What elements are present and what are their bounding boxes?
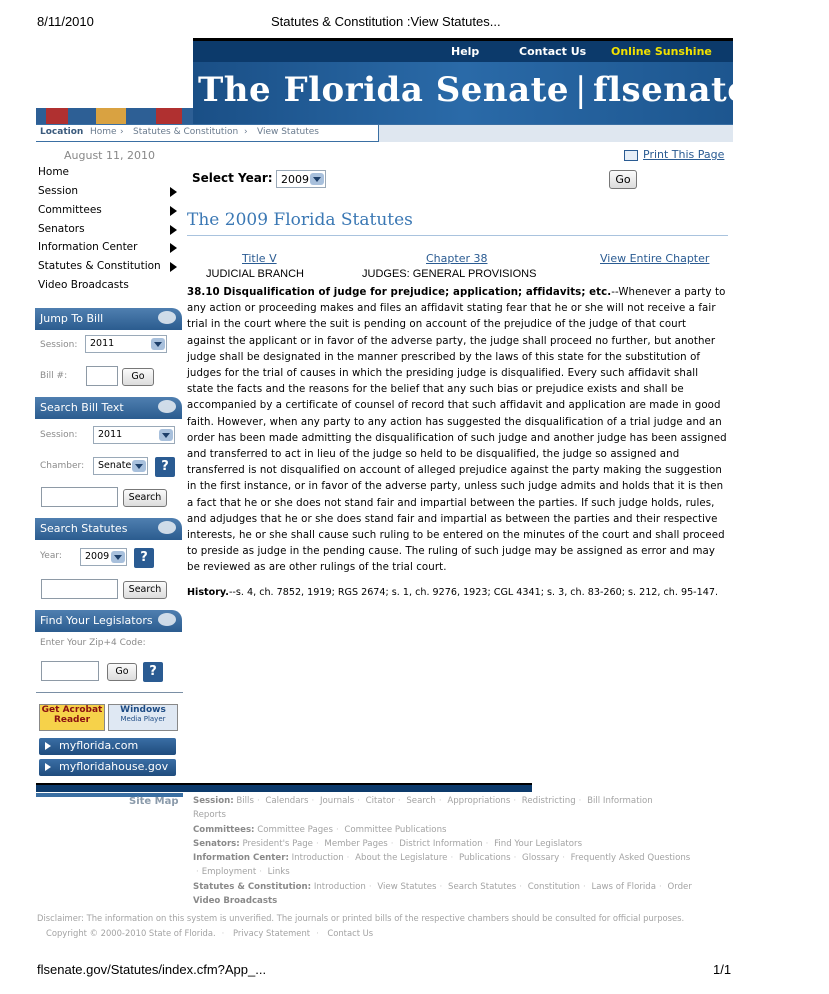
select-year-go-button[interactable]: Go bbox=[609, 170, 637, 189]
print-this-page-link[interactable]: Print This Page bbox=[643, 148, 725, 161]
search-bill-session-select[interactable]: 2011 bbox=[93, 426, 175, 444]
breadcrumb-view-statutes: View Statutes bbox=[257, 127, 319, 137]
footer-link[interactable]: Redistricting bbox=[521, 796, 576, 806]
disclaimer-text: Disclaimer: The information on this system is unverified. The journals or printed bills of the respective chambers should be consulted for official purposes. bbox=[37, 913, 685, 923]
jump-session-label: Session: bbox=[40, 340, 78, 350]
title-name: JUDICIAL BRANCH bbox=[206, 268, 304, 280]
statutes-year-select[interactable]: 2009 bbox=[80, 548, 127, 566]
chevron-down-icon bbox=[159, 429, 173, 441]
chamber-label: Chamber: bbox=[40, 461, 85, 471]
jump-to-bill-header: Jump To Bill bbox=[35, 308, 182, 330]
footer-video-link bbox=[193, 896, 277, 906]
printer-icon bbox=[624, 150, 638, 161]
sidebar-item-senators[interactable]: Senators bbox=[38, 223, 85, 235]
footer-link[interactable]: View Statutes bbox=[377, 882, 437, 892]
bill-number-label: Bill #: bbox=[40, 371, 68, 381]
sidebar-item-home[interactable]: Home bbox=[38, 166, 70, 178]
chapter-38-link[interactable]: Chapter 38 bbox=[426, 252, 488, 265]
privacy-statement-link[interactable]: Privacy Statement bbox=[233, 928, 311, 938]
footer-link[interactable]: Video Broadcasts bbox=[193, 896, 278, 906]
contact-us-link[interactable]: Contact Us bbox=[519, 45, 587, 58]
footer-link[interactable]: President's Page bbox=[242, 839, 313, 849]
history-text: --s. 4, ch. 7852, 1919; RGS 2674; s. 1, ch. 9276, 1923; CGL 4341; s. 3, ch. 83-260; s. 212, ch. 95-147. bbox=[228, 587, 718, 598]
help-link[interactable]: Help bbox=[451, 45, 480, 58]
footer-link[interactable]: Search Statutes bbox=[447, 882, 517, 892]
find-legislators-header: Find Your Legislators bbox=[35, 610, 182, 632]
footer-link[interactable]: Find Your Legislators bbox=[494, 839, 583, 849]
magnifier-icon bbox=[158, 311, 176, 324]
chevron-right-icon bbox=[170, 225, 177, 235]
footer-link[interactable]: Constitution bbox=[527, 882, 580, 892]
search-statutes-help-button[interactable]: ? bbox=[134, 548, 154, 568]
banner-title: The Florida Senate | flsenate.gov bbox=[198, 70, 829, 110]
site-map-label: Site Map bbox=[129, 796, 179, 807]
sidebar-item-committees[interactable]: Committees bbox=[38, 204, 102, 216]
breadcrumb-bar-fill bbox=[379, 124, 733, 142]
section-body: --Whenever a party to any action or proceeding makes and files an affidavit stating fear that he or she will not receive a fair trial in the court where the suit is pending on account of the prejudice of the judge of that court against the applicant or in favor of the adverse party, the judge shall proceed no further, but another judge shall be designated in the manner prescribed by the laws of this state for the substitution of judges for the trial of causes in which the presiding judge is disqualified. Every such affidavit shall state the facts and the reasons for the belief that any such bias or prejudice exists and shall be accompanied by a certificate of counsel of record that such affidavit and application are made in good faith. However, when any party to any action has suggested the disqualification of a trial judge and an order has been made admitting the disqualification of such judge and another judge has been assigned and transferred to act in lieu of the judge so held to be disqualified, the judge so assigned and transferred is not disqualified on account of alleged prejudice against the party making the suggestion in the first instance, or in favor of the adverse party, unless such judge admits and holds that it is then a fact that he or she does not stand fair and impartial between the parties. If such judge holds, rules, and adjudges that he or she does stand fair and impartial as between the parties and their respective interests, he or she shall cause such ruling to be entered on the minutes of the court and shall proceed to preside as judge in the pending cause. The ruling of such judge may be assigned as error and may be reviewed as are other rulings of the trial court. bbox=[187, 287, 727, 574]
footer-link[interactable]: Employment bbox=[201, 867, 257, 877]
footer-link[interactable]: About the Legislature bbox=[355, 853, 448, 863]
title-v-link[interactable]: Title V bbox=[242, 252, 277, 265]
find-legislators-help-button[interactable]: ? bbox=[143, 662, 163, 682]
view-entire-chapter-link[interactable]: View Entire Chapter bbox=[600, 252, 710, 265]
footer-link[interactable]: Appropriations bbox=[447, 796, 511, 806]
search-bill-text-input[interactable] bbox=[41, 487, 118, 507]
chevron-right-icon bbox=[170, 206, 177, 216]
footer-link[interactable]: Search bbox=[406, 796, 436, 806]
footer-committees-links: Committees: Committee Pages · Committee Publications bbox=[193, 825, 447, 835]
sidebar-item-session[interactable]: Session bbox=[38, 185, 79, 197]
breadcrumb-label: Location bbox=[40, 127, 84, 137]
footer-link[interactable]: Reports bbox=[193, 810, 226, 820]
current-date: August 11, 2010 bbox=[64, 149, 155, 162]
top-nav-bar bbox=[193, 38, 733, 62]
sidebar-item-video-broadcasts[interactable]: Video Broadcasts bbox=[38, 279, 129, 291]
windows-media-player-badge[interactable]: Windows Media Player bbox=[108, 704, 178, 731]
print-title: Statutes & Constitution :View Statutes... bbox=[271, 14, 501, 29]
chapter-name: JUDGES: GENERAL PROVISIONS bbox=[362, 268, 537, 280]
chamber-select[interactable]: Senate bbox=[93, 457, 148, 475]
footer-info-links-wrap: · Employment · Links bbox=[196, 867, 290, 877]
footer-link[interactable]: Calendars bbox=[265, 796, 309, 806]
footer-link[interactable]: Order bbox=[667, 882, 692, 892]
sidebar-item-statutes-constitution[interactable]: Statutes & Constitution bbox=[38, 260, 161, 272]
breadcrumb: Location Home › Statutes & Constitution › View Statutes bbox=[36, 124, 379, 142]
footer-senators-links: Senators: President's Page · Member Pages · District Information · Find Your Legislators bbox=[193, 839, 583, 849]
footer-link[interactable]: Bills bbox=[236, 796, 254, 806]
chevron-down-icon bbox=[111, 551, 125, 563]
sidebar-divider bbox=[36, 692, 183, 693]
bill-number-input[interactable] bbox=[86, 366, 118, 386]
footer-link[interactable]: Laws of Florida bbox=[591, 882, 656, 892]
statutes-year-title: The 2009 Florida Statutes bbox=[187, 210, 413, 230]
sidebar-item-information-center[interactable]: Information Center bbox=[38, 241, 138, 253]
magnifier-icon bbox=[158, 521, 176, 534]
zip-code-input[interactable] bbox=[41, 661, 99, 681]
year-select[interactable]: 2009 bbox=[276, 170, 326, 188]
find-legislators-go-button[interactable]: Go bbox=[107, 663, 137, 681]
search-statutes-button[interactable]: Search bbox=[123, 581, 167, 599]
select-year-label: Select Year: bbox=[192, 171, 273, 185]
search-statutes-header: Search Statutes bbox=[35, 518, 182, 540]
copyright-text: Copyright © 2000-2010 State of Florida. bbox=[46, 928, 216, 938]
footer-statutes-links: Statutes & Constitution: Introduction · View Statutes · Search Statutes · Constitution · Laws of Florida · Order bbox=[193, 882, 692, 892]
magnifier-icon bbox=[158, 400, 176, 413]
footer-link[interactable]: Introduction bbox=[291, 853, 344, 863]
footer-link[interactable]: Frequently Asked Questions bbox=[570, 853, 691, 863]
online-sunshine-link[interactable]: Online Sunshine bbox=[611, 45, 712, 58]
print-url: flsenate.gov/Statutes/index.cfm?App_... bbox=[37, 962, 267, 977]
site-banner[interactable] bbox=[193, 62, 829, 124]
chevron-right-icon bbox=[170, 243, 177, 253]
footer-link[interactable]: Introduction bbox=[313, 882, 366, 892]
myfloridahouse-link[interactable]: myfloridahouse.gov bbox=[39, 759, 176, 776]
statutes-year-label: Year: bbox=[40, 551, 62, 561]
chevron-right-icon bbox=[170, 262, 177, 272]
search-bill-text-button[interactable]: Search bbox=[123, 489, 167, 507]
footer-link[interactable]: Links bbox=[267, 867, 290, 877]
title-rule bbox=[187, 235, 728, 236]
footer-session-links-wrap bbox=[193, 810, 226, 820]
copyright-line: Copyright © 2000-2010 State of Florida. · Privacy Statement · Contact Us bbox=[46, 928, 374, 938]
state-seal-image bbox=[36, 108, 193, 124]
footer-link[interactable]: Journals bbox=[320, 796, 355, 806]
footer-link[interactable]: District Information bbox=[399, 839, 483, 849]
myflorida-link[interactable]: myflorida.com bbox=[39, 738, 176, 755]
statute-history bbox=[187, 587, 727, 599]
footer-link[interactable]: Publications bbox=[458, 853, 511, 863]
magnifier-icon bbox=[158, 613, 176, 626]
chevron-down-icon bbox=[151, 338, 165, 350]
breadcrumb-statutes[interactable]: Statutes & Constitution bbox=[133, 127, 239, 137]
footer-link[interactable]: Committee Pages bbox=[257, 825, 333, 835]
search-bill-session-label: Session: bbox=[40, 430, 78, 440]
statute-section bbox=[187, 285, 727, 577]
jump-go-button[interactable]: Go bbox=[122, 368, 154, 386]
footer-rule bbox=[36, 783, 532, 792]
footer-link[interactable]: Member Pages bbox=[324, 839, 388, 849]
breadcrumb-home[interactable]: Home bbox=[90, 127, 117, 137]
chevron-down-icon bbox=[310, 173, 324, 185]
section-heading: 38.10 Disqualification of judge for prejudice; application; affidavits; etc. bbox=[187, 287, 612, 298]
chevron-right-icon bbox=[170, 187, 177, 197]
history-label: History. bbox=[187, 587, 229, 598]
search-statutes-input[interactable] bbox=[41, 579, 118, 599]
print-page-number: 1/1 bbox=[713, 962, 732, 977]
footer-link[interactable]: Glossary bbox=[522, 853, 560, 863]
footer-link[interactable]: Citator bbox=[365, 796, 395, 806]
get-acrobat-reader-badge[interactable]: Get Acrobat Reader bbox=[39, 704, 105, 731]
footer-link[interactable]: Bill Information bbox=[587, 796, 653, 806]
footer-session-links: Session: Bills · Calendars · Journals · Citator · Search · Appropriations · Redistricting · Bill Information bbox=[193, 796, 653, 806]
footer-contact-link[interactable]: Contact Us bbox=[327, 928, 374, 938]
chevron-down-icon bbox=[132, 460, 146, 472]
search-bill-help-button[interactable]: ? bbox=[155, 457, 175, 477]
footer-info-links: Information Center: Introduction · About the Legislature · Publications · Glossary · Frequently Asked Questions bbox=[193, 853, 691, 863]
zip-code-label: Enter Your Zip+4 Code: bbox=[40, 638, 146, 648]
footer-link[interactable]: Committee Publications bbox=[344, 825, 447, 835]
search-bill-text-header: Search Bill Text bbox=[35, 397, 182, 419]
jump-session-select[interactable]: 2011 bbox=[85, 335, 167, 353]
print-date: 8/11/2010 bbox=[37, 14, 94, 29]
